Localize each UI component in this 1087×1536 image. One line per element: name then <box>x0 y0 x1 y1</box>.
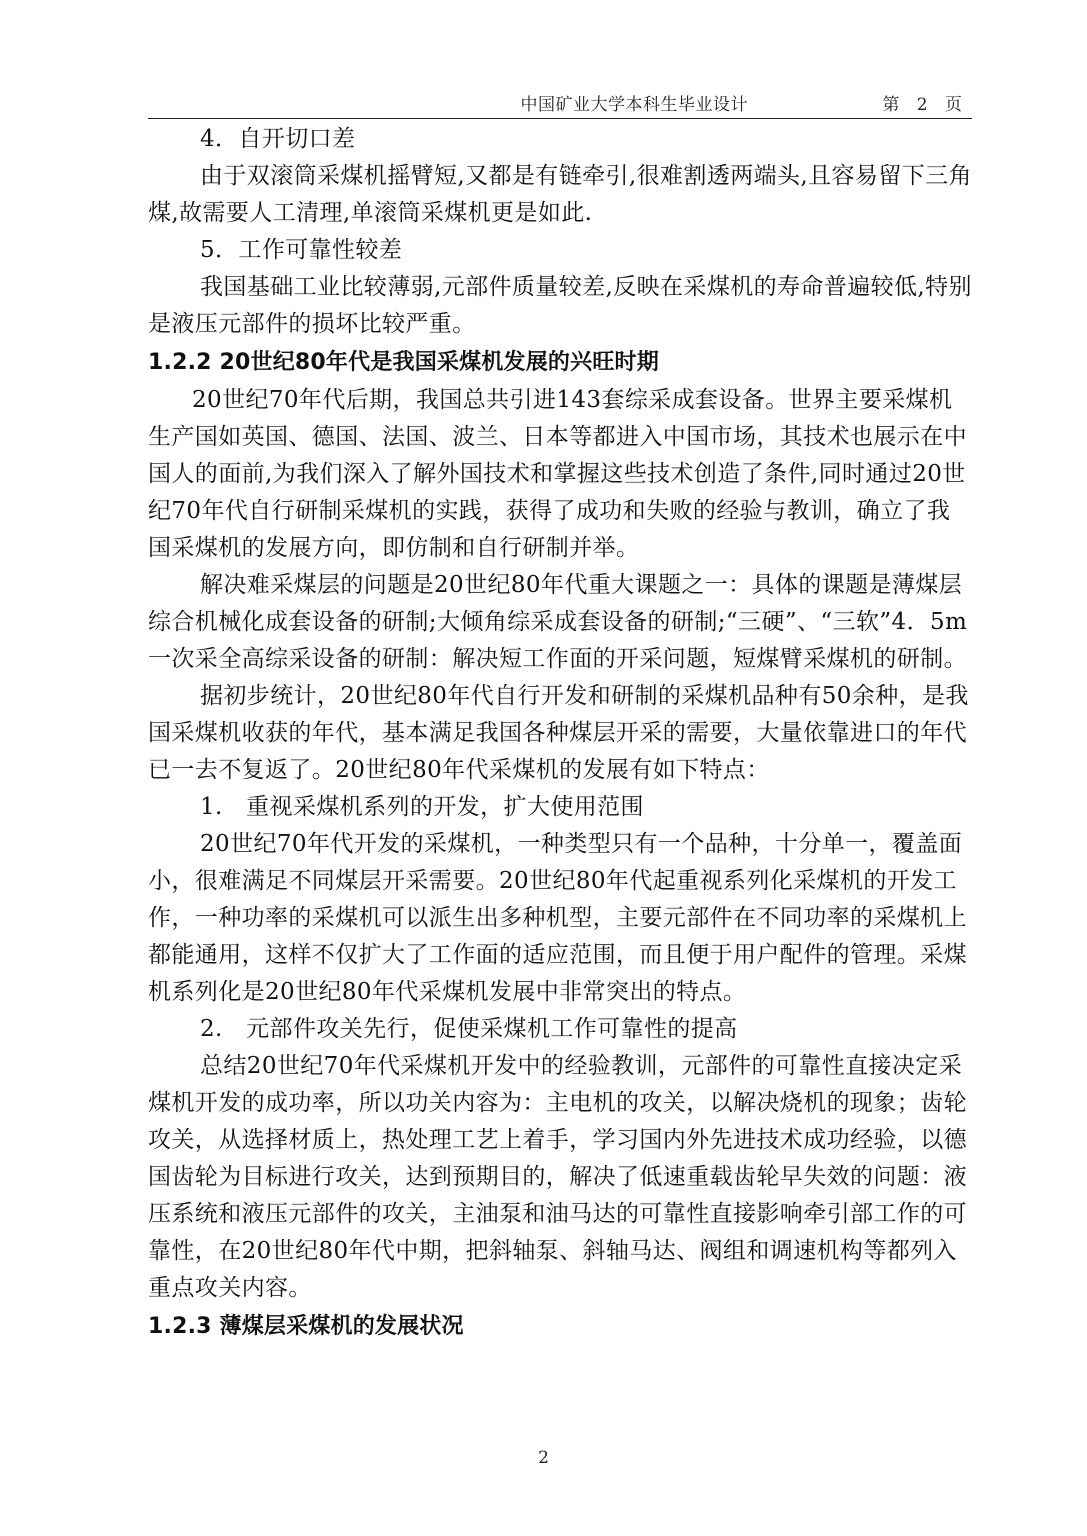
body-paragraph: 据初步统计，20世纪80年代自行开发和研制的采煤机品种有50余种，是我国采煤机收获的年代，基本满足我国各种煤层开采的需要，大量依靠进口的年代已一去不复返了。20世纪80年代采煤机的发展有如下特点： <box>148 683 969 783</box>
body-paragraph: 20世纪70年代后期，我国总共引进143套综采成套设备。世界主要采煤机生产国如英国、德国、法国、波兰、日本等都进入中国市场，其技术也展示在中国人的面前,为我们深入了解外国技术和掌握这些技术创造了条件,同时通过20世纪70年代自行研制采煤机的实践，获得了成功和失败的经验与教训，确立了我国采煤机的发展方向，即仿制和自行研制并举。 <box>148 387 967 561</box>
body-paragraph: 由于双滚筒采煤机摇臂短,又都是有链牵引,很难割透两端头,且容易留下三角煤,故需要人工清理,单滚筒采煤机更是如此. <box>148 163 972 226</box>
page-number: 2 <box>538 1448 549 1468</box>
list-item-heading: 2. 元部件攻关先行，促使采煤机工作可靠性的提高 <box>200 1016 738 1042</box>
header-page-label: 第 2 页 <box>882 95 968 115</box>
body-content <box>148 121 972 1346</box>
body-paragraph: 20世纪70年代开发的采煤机，一种类型只有一个品种，十分单一，覆盖面小，很难满足不同煤层开采需要。20世纪80年代起重视系列化采煤机的开发工作，一种功率的采煤机可以派生出多种机型，主要元部件在不同功率的采煤机上都能通用，这样不仅扩大了工作面的适应范围，而且便于用户配件的管理。采煤机系列化是20世纪80年代采煤机发展中非常突出的特点。 <box>148 831 967 1005</box>
list-item-heading: 4．自开切口差 <box>200 126 356 152</box>
section-heading: 1.2.3 薄煤层采煤机的发展状况 <box>148 1314 464 1339</box>
page-header <box>148 88 972 119</box>
body-paragraph: 解决难采煤层的问题是20世纪80年代重大课题之一：具体的课题是薄煤层综合机械化成套设备的研制;大倾角综采成套设备的研制;“三硬”、“三软”4．5m一次采全高综采设备的研制：解决短工作面的开采问题，短煤臂采煤机的研制。 <box>148 572 968 672</box>
list-item-heading: 5．工作可靠性较差 <box>200 237 403 263</box>
section-heading: 1.2.2 20世纪80年代是我国采煤机发展的兴旺时期 <box>148 350 659 375</box>
body-paragraph: 我国基础工业比较薄弱,元部件质量较差,反映在采煤机的寿命普遍较低,特别是液压元部件的损坏比较严重。 <box>148 274 972 337</box>
list-item-heading: 1. 重视采煤机系列的开发，扩大使用范围 <box>200 794 644 820</box>
header-school-title: 中国矿业大学本科生毕业设计 <box>520 95 748 115</box>
body-paragraph: 总结20世纪70年代采煤机开发中的经验教训，元部件的可靠性直接决定采煤机开发的成功率，所以功关内容为：主电机的攻关，以解决烧机的现象；齿轮攻关，从选择材质上，热处理工艺上着手，学习国内外先进技术成功经验，以德国齿轮为目标进行攻关，达到预期目的，解决了低速重载齿轮早失效的问题：液压系统和液压元部件的攻关，主油泵和油马达的可靠性直接影响牵引部工作的可靠性，在20世纪80年代中期，把斜轴泵、斜轴马达、阀组和调速机构等都列入重点攻关内容。 <box>148 1053 967 1301</box>
